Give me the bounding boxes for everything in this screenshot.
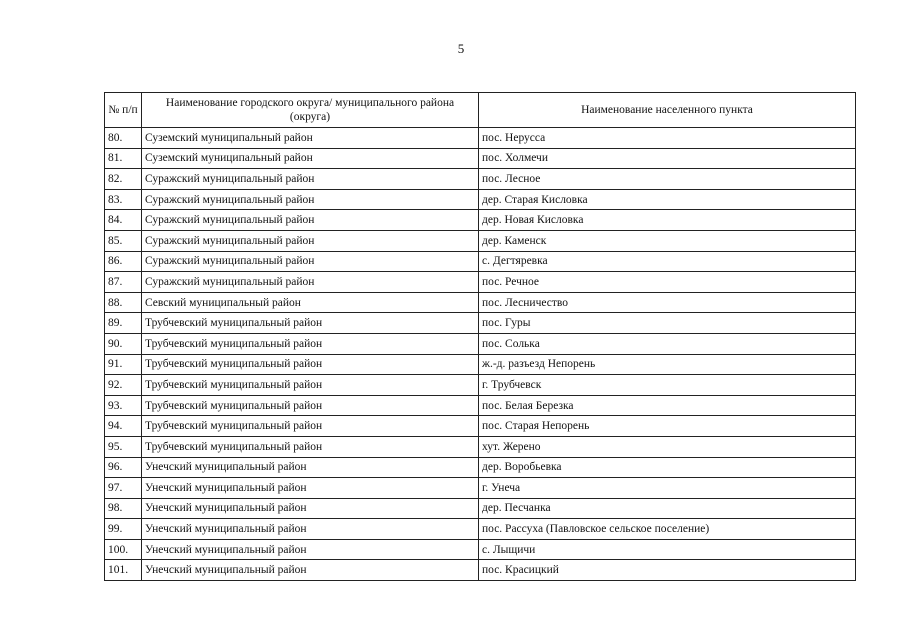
row-number: 84. [105,210,142,231]
table-row [105,395,856,416]
row-district: Трубчевский муниципальный район [142,395,479,416]
table-body [105,128,856,581]
row-number: 94. [105,416,142,437]
row-district: Суражский муниципальный район [142,272,479,293]
row-number: 81. [105,148,142,169]
row-district: Суражский муниципальный район [142,169,479,190]
row-settlement: дер. Воробьевка [479,457,856,478]
row-number: 92. [105,375,142,396]
row-district: Унечский муниципальный район [142,457,479,478]
table-row [105,148,856,169]
header-settlement: Наименование населенного пункта [479,93,856,128]
row-district: Суражский муниципальный район [142,230,479,251]
row-district: Трубчевский муниципальный район [142,354,479,375]
table-row [105,210,856,231]
row-settlement: пос. Нерусса [479,128,856,149]
table-row [105,333,856,354]
row-number: 96. [105,457,142,478]
row-number: 85. [105,230,142,251]
row-district: Трубчевский муниципальный район [142,375,479,396]
row-number: 101. [105,560,142,581]
row-number: 91. [105,354,142,375]
table-row [105,436,856,457]
row-district: Суземский муниципальный район [142,148,479,169]
row-district: Унечский муниципальный район [142,519,479,540]
row-number: 80. [105,128,142,149]
table-header-row [105,93,856,128]
row-settlement: пос. Лесничество [479,292,856,313]
row-settlement: г. Трубчевск [479,375,856,396]
row-district: Унечский муниципальный район [142,498,479,519]
row-district: Трубчевский муниципальный район [142,436,479,457]
page-number: 5 [457,41,465,56]
row-number: 97. [105,478,142,499]
row-number: 82. [105,169,142,190]
table-row [105,457,856,478]
table-row [105,169,856,190]
row-settlement: пос. Солька [479,333,856,354]
row-settlement: с. Дегтяревка [479,251,856,272]
table-row [105,519,856,540]
table-row [105,189,856,210]
row-settlement: пос. Лесное [479,169,856,190]
row-settlement: хут. Жерено [479,436,856,457]
row-district: Суражский муниципальный район [142,189,479,210]
table-row [105,375,856,396]
row-number: 87. [105,272,142,293]
row-number: 95. [105,436,142,457]
header-number: № п/п [105,93,142,128]
table-row [105,498,856,519]
table-row [105,478,856,499]
table-row [105,539,856,560]
row-settlement: дер. Песчанка [479,498,856,519]
row-number: 93. [105,395,142,416]
table-row [105,354,856,375]
row-number: 88. [105,292,142,313]
row-district: Унечский муниципальный район [142,560,479,581]
table-row [105,230,856,251]
row-settlement: пос. Старая Непорень [479,416,856,437]
table-row [105,416,856,437]
row-settlement: пос. Рассуха (Павловское сельское поселение) [479,519,856,540]
row-district: Унечский муниципальный район [142,478,479,499]
row-number: 99. [105,519,142,540]
row-district: Суражский муниципальный район [142,210,479,231]
table-row [105,251,856,272]
row-settlement: пос. Белая Березка [479,395,856,416]
row-settlement: пос. Гуры [479,313,856,334]
row-district: Суражский муниципальный район [142,251,479,272]
row-settlement: пос. Речное [479,272,856,293]
settlements-table [104,92,856,581]
row-number: 89. [105,313,142,334]
row-district: Трубчевский муниципальный район [142,313,479,334]
row-settlement: ж.-д. разъезд Непорень [479,354,856,375]
row-number: 98. [105,498,142,519]
row-settlement: дер. Старая Кисловка [479,189,856,210]
row-district: Унечский муниципальный район [142,539,479,560]
row-number: 86. [105,251,142,272]
row-number: 90. [105,333,142,354]
row-district: Севский муниципальный район [142,292,479,313]
table-row [105,128,856,149]
row-settlement: г. Унеча [479,478,856,499]
row-number: 100. [105,539,142,560]
row-district: Трубчевский муниципальный район [142,416,479,437]
table-row [105,560,856,581]
row-settlement: дер. Новая Кисловка [479,210,856,231]
row-settlement: дер. Каменск [479,230,856,251]
row-settlement: пос. Красицкий [479,560,856,581]
table-row [105,292,856,313]
row-settlement: с. Лыщичи [479,539,856,560]
row-settlement: пос. Холмечи [479,148,856,169]
table-row [105,313,856,334]
row-number: 83. [105,189,142,210]
table-row [105,272,856,293]
row-district: Трубчевский муниципальный район [142,333,479,354]
header-district: Наименование городского округа/ муниципального района (округа) [142,93,479,128]
row-district: Суземский муниципальный район [142,128,479,149]
